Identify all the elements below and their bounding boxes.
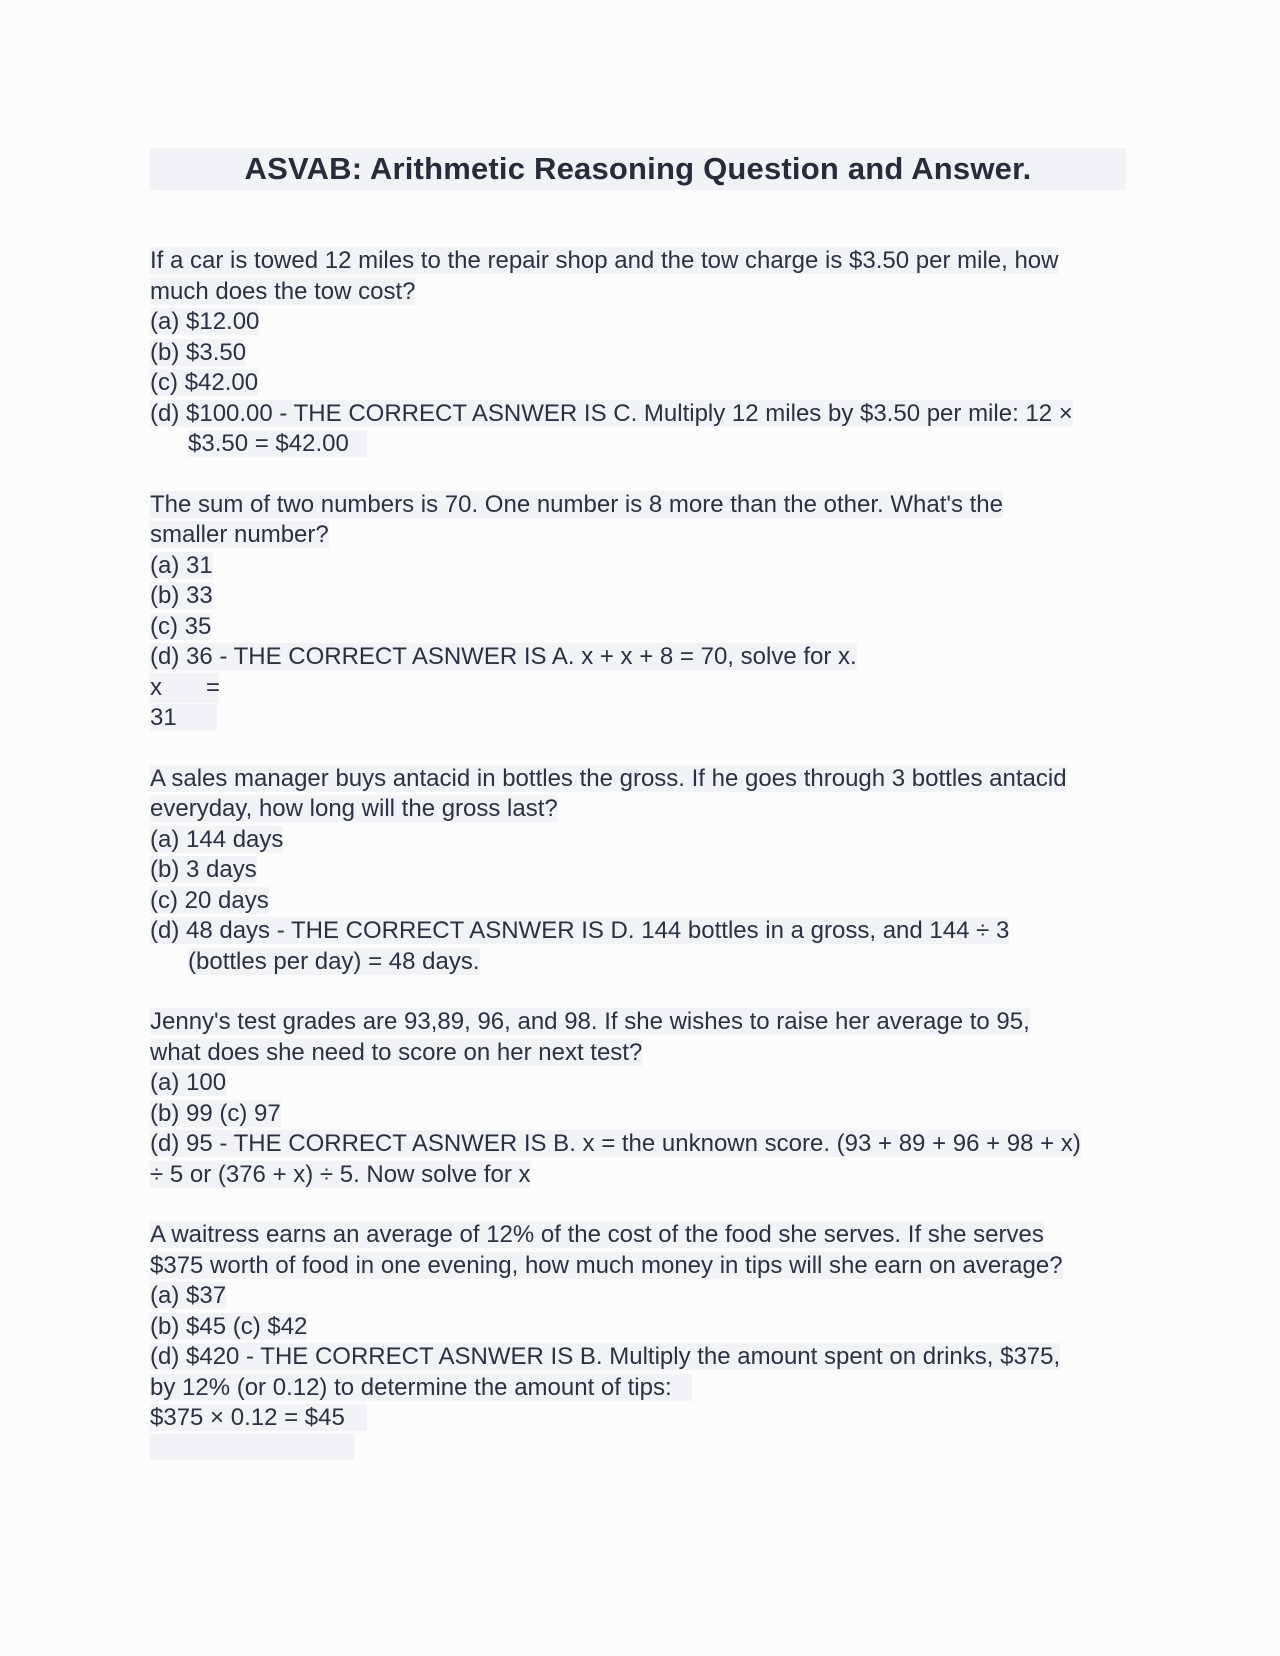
question-5-option-d: (d) $420 - THE CORRECT ASNWER IS B. Multiply the amount spent on drinks, $375,: [150, 1343, 1061, 1370]
highlight-block: [150, 1434, 354, 1460]
question-1: [150, 246, 1126, 460]
question-5-text-line-2: $375 worth of food in one evening, how much money in tips will she earn on average?: [150, 1251, 1063, 1279]
question-3-text-line-1: A sales manager buys antacid in bottles the gross. If he goes through 3 bottles antacid: [150, 764, 1067, 792]
document-title: [150, 148, 1126, 190]
question-3-option-c: (c) 20 days: [150, 886, 269, 914]
question-2: [150, 490, 1126, 734]
question-2-equals: =: [206, 673, 221, 701]
question-3-option-d: (d) 48 days - THE CORRECT ASNWER IS D. 144 bottles in a gross, and 144 ÷ 3: [150, 917, 1010, 944]
question-2-option-a: (a) 31: [150, 551, 213, 579]
question-5-option-a: (a) $37: [150, 1282, 227, 1309]
question-4-option-d: (d) 95 - THE CORRECT ASNWER IS B. x = the unknown score. (93 + 89 + 96 + 98 + x): [150, 1130, 1081, 1157]
question-1-option-c: (c) $42.00: [150, 369, 259, 396]
question-1-text-line-2: much does the tow cost?: [150, 277, 416, 305]
question-2-equation: [150, 673, 221, 704]
question-list: [150, 246, 1126, 1464]
question-5-answer-explanation: by 12% (or 0.12) to determine the amount of tips:: [150, 1374, 692, 1401]
question-3-answer-explanation: (bottles per day) = 48 days.: [188, 947, 480, 975]
question-1-option-d: (d) $100.00 - THE CORRECT ASNWER IS C. Multiply 12 miles by $3.50 per mile: 12 ×: [150, 399, 1073, 427]
question-2-variable: x: [150, 673, 162, 701]
question-4-option-a: (a) 100: [150, 1069, 227, 1096]
question-3: [150, 764, 1126, 978]
question-4-options-b-c: (b) 99 (c) 97: [150, 1099, 281, 1127]
question-3-option-b: (b) 3 days: [150, 856, 257, 883]
question-2-result: 31: [150, 704, 217, 731]
document-title-text: ASVAB: Arithmetic Reasoning Question and Answer.: [244, 151, 1032, 186]
question-5-options-b-c: (b) $45 (c) $42: [150, 1312, 308, 1340]
question-3-text-line-2: everyday, how long will the gross last?: [150, 795, 558, 822]
question-5-text-line-1: A waitress earns an average of 12% of the cost of the food she serves. If she serves: [150, 1221, 1044, 1248]
question-1-option-b: (b) $3.50: [150, 338, 247, 366]
question-5-calculation: $375 × 0.12 = $45: [150, 1404, 367, 1431]
question-4-text-line-1: Jenny's test grades are 93,89, 96, and 98. If she wishes to raise her average to 95,: [150, 1008, 1030, 1035]
question-4: [150, 1007, 1126, 1190]
question-1-option-a: (a) $12.00: [150, 308, 260, 335]
question-4-answer-explanation: ÷ 5 or (376 + x) ÷ 5. Now solve for x: [150, 1160, 531, 1188]
question-2-text-line-1: The sum of two numbers is 70. One number is 8 more than the other. What's the: [150, 490, 1003, 518]
question-1-text-line-1: If a car is towed 12 miles to the repair shop and the tow charge is $3.50 per mile, how: [150, 247, 1059, 274]
question-3-option-a: (a) 144 days: [150, 825, 284, 853]
question-2-option-c: (c) 35: [150, 612, 212, 640]
question-1-answer-explanation: $3.50 = $42.00: [188, 430, 367, 457]
question-5: [150, 1220, 1126, 1464]
question-2-option-b: (b) 33: [150, 582, 213, 609]
question-2-option-d: (d) 36 - THE CORRECT ASNWER IS A. x + x + 8 = 70, solve for x.: [150, 643, 857, 670]
question-2-text-line-2: smaller number?: [150, 521, 329, 548]
document-page: [150, 148, 1126, 1494]
question-4-text-line-2: what does she need to score on her next test?: [150, 1038, 643, 1066]
